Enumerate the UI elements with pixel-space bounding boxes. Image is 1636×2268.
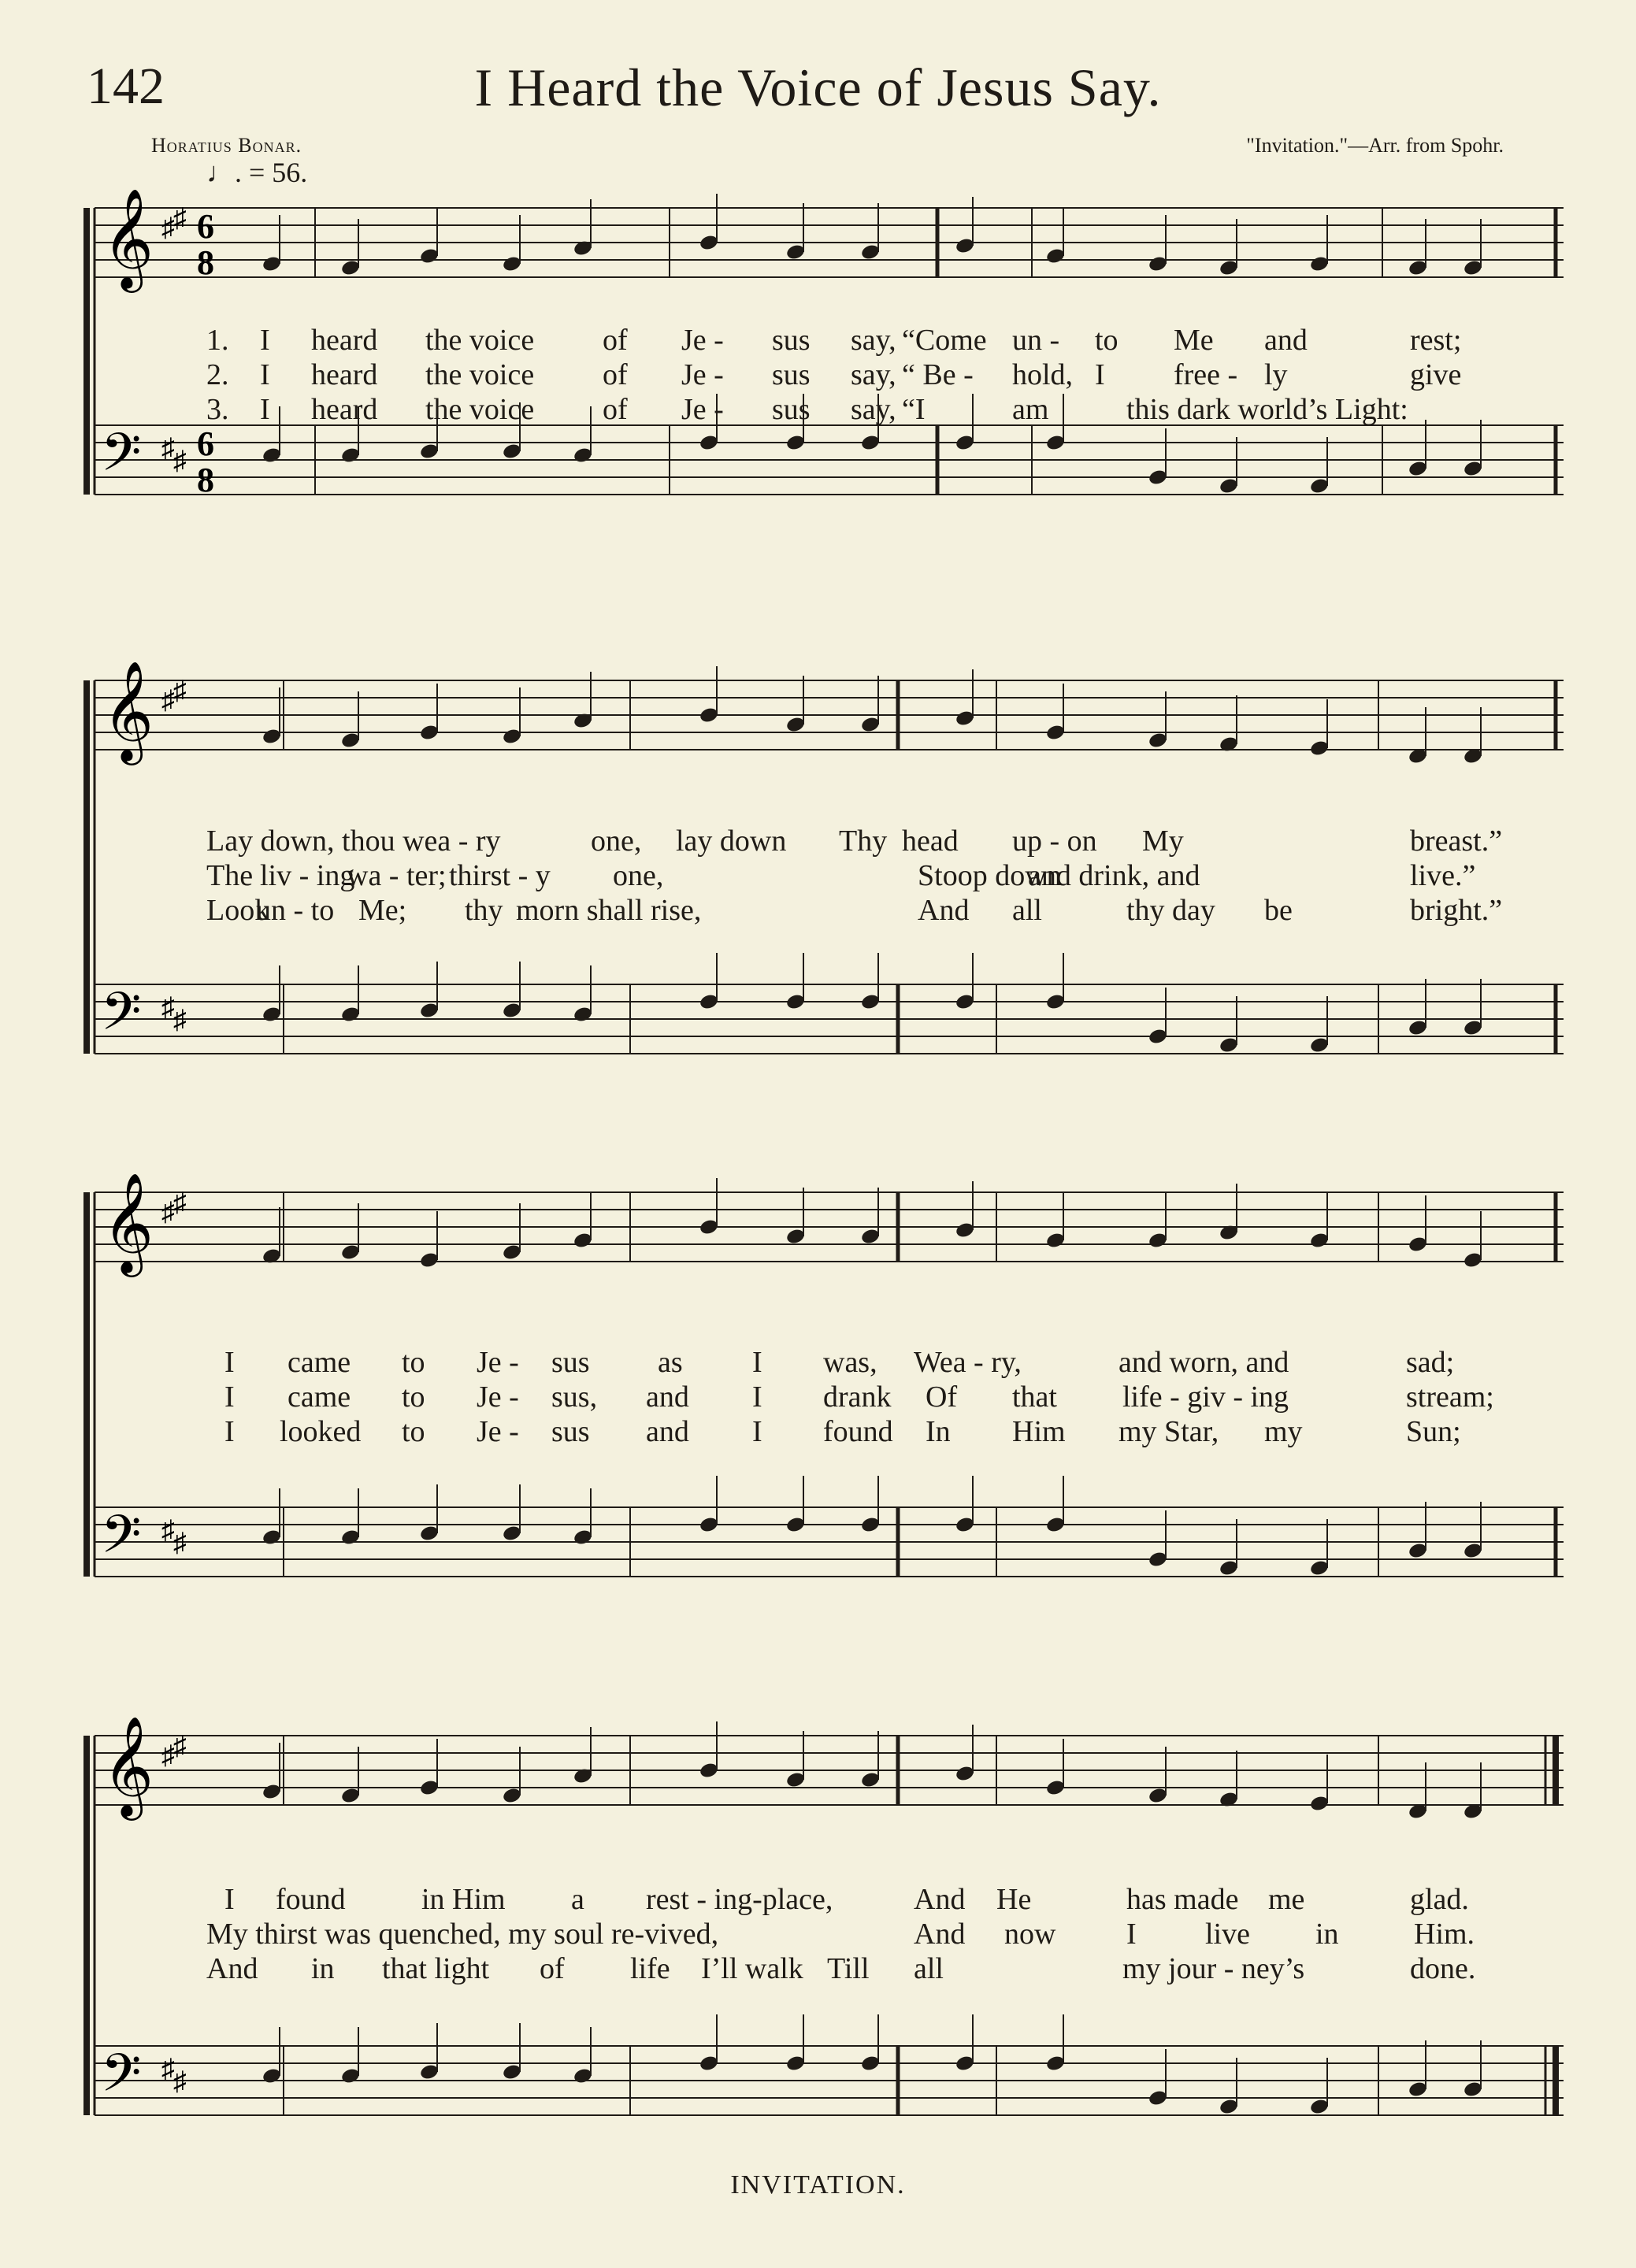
svg-text:♯: ♯ <box>173 1529 187 1558</box>
lyric-syllable: My <box>1142 825 1184 858</box>
svg-text:♯: ♯ <box>173 1006 187 1035</box>
verse-line-3 <box>0 1951 1636 1986</box>
lyric-syllable: morn shall rise, <box>516 894 702 927</box>
lyric-syllable: one, <box>613 859 664 892</box>
lyric-syllable: give <box>1410 358 1462 391</box>
svg-text:𝄞: 𝄞 <box>102 662 154 761</box>
lyric-syllable: I <box>260 358 270 391</box>
lyric-syllable: Je - <box>477 1380 519 1414</box>
lyric-syllable: in Him <box>421 1883 506 1916</box>
lyric-syllable: found <box>276 1883 346 1916</box>
lyric-syllable: has made <box>1126 1883 1239 1916</box>
lyric-syllable: to <box>402 1346 425 1379</box>
svg-text:6: 6 <box>197 207 214 246</box>
svg-text:𝄞: 𝄞 <box>102 189 154 288</box>
verse-line-2 <box>0 1917 1636 1951</box>
lyric-syllable: live <box>1205 1918 1250 1951</box>
lyric-syllable: In <box>926 1415 951 1448</box>
verse-line-1 <box>0 824 1636 858</box>
lyric-syllable: And <box>914 1918 966 1951</box>
svg-text:8: 8 <box>197 243 214 282</box>
lyric-syllable: “ Be - <box>902 358 974 391</box>
svg-text:𝄢: 𝄢 <box>101 1504 142 1577</box>
svg-text:𝄢: 𝄢 <box>101 422 142 495</box>
lyric-syllable: Thy <box>839 825 888 858</box>
svg-text:♯: ♯ <box>173 1732 187 1761</box>
lyric-syllable: looked <box>280 1415 362 1448</box>
lyric-syllable: I <box>224 1883 235 1916</box>
hymn-title: I Heard the Voice of Jesus Say. <box>474 57 1162 117</box>
lyric-syllable: rest - ing-place, <box>646 1883 833 1916</box>
lyric-syllable: my jour - ney’s <box>1122 1952 1305 1985</box>
lyric-syllable: thy <box>465 894 503 927</box>
lyric-syllable: “Come <box>902 324 987 357</box>
lyric-syllable: The <box>206 859 254 892</box>
svg-text:♯: ♯ <box>173 2067 187 2096</box>
lyric-syllable: of <box>540 1952 565 1985</box>
lyric-syllable: found <box>823 1415 893 1448</box>
lyric-syllable: I <box>752 1346 762 1379</box>
verse-line-2 <box>0 1380 1636 1414</box>
lyric-syllable: Je - <box>681 324 724 357</box>
lyric-syllable: this dark world’s Light: <box>1126 393 1408 426</box>
lyric-syllable: a <box>571 1883 584 1916</box>
lyric-syllable: say, <box>851 358 896 391</box>
lyric-syllable: Wea - ry, <box>914 1346 1022 1379</box>
lyric-syllable: Look <box>206 894 270 927</box>
lyric-syllable: life - giv - ing <box>1122 1380 1289 1414</box>
lyric-syllable: Je - <box>681 393 724 426</box>
lyric-syllable: sus <box>772 358 811 391</box>
lyric-syllable: be <box>1264 894 1293 927</box>
svg-text:6: 6 <box>197 424 214 463</box>
lyric-syllable: I <box>260 393 270 426</box>
lyric-syllable: I <box>224 1346 235 1379</box>
svg-text:♯: ♯ <box>173 447 187 476</box>
lyric-syllable: my Star, <box>1118 1415 1219 1448</box>
lyric-syllable: Je - <box>477 1346 519 1379</box>
svg-text:♯: ♯ <box>173 204 187 233</box>
lyric-syllable: He <box>996 1883 1032 1916</box>
svg-text:♯: ♯ <box>161 993 175 1022</box>
lyric-syllable: liv - ing <box>260 859 355 892</box>
lyric-syllable: came <box>288 1346 351 1379</box>
svg-text:♯: ♯ <box>173 1188 187 1217</box>
lyric-syllable: of <box>603 324 628 357</box>
svg-text:♯: ♯ <box>161 686 175 715</box>
lyric-syllable: And <box>918 894 970 927</box>
lyric-syllable: thy day <box>1126 894 1215 927</box>
lyric-syllable: thirst - y <box>449 859 551 892</box>
lyric-syllable: came <box>288 1380 351 1414</box>
lyric-syllable: sad; <box>1406 1346 1455 1379</box>
lyric-syllable: all <box>1012 894 1042 927</box>
svg-text:♯: ♯ <box>161 1741 175 1770</box>
lyric-syllable: wa - ter; <box>347 859 447 892</box>
verse-line-1 <box>0 1345 1636 1380</box>
lyric-syllable: and <box>1264 324 1308 357</box>
lyric-syllable: And <box>914 1883 966 1916</box>
lyric-syllable: Je - <box>681 358 724 391</box>
lyric-syllable: sus <box>551 1415 590 1448</box>
lyric-syllable: as <box>658 1346 683 1379</box>
verse-number: 1. <box>206 324 229 357</box>
lyric-syllable: now <box>1004 1918 1056 1951</box>
lyric-syllable: breast.” <box>1410 825 1503 858</box>
lyric-syllable: Me <box>1174 324 1214 357</box>
lyric-syllable: that <box>1012 1380 1057 1414</box>
lyric-syllable: un - <box>1012 324 1060 357</box>
verse-line-3 <box>0 893 1636 928</box>
lyric-syllable: Lay down, thou wea - ry <box>206 825 501 858</box>
lyric-syllable: Je - <box>477 1415 519 1448</box>
svg-text:♯: ♯ <box>173 676 187 706</box>
lyric-syllable: I <box>752 1380 762 1414</box>
lyric-syllable: sus <box>772 324 811 357</box>
lyric-syllable: my <box>1264 1415 1303 1448</box>
music-system-4 <box>0 1717 1636 2158</box>
lyric-syllable: I <box>1095 358 1105 391</box>
music-system-3 <box>0 1173 1636 1614</box>
lyric-syllable: and <box>646 1380 689 1414</box>
lyric-syllable: hold, <box>1012 358 1074 391</box>
verse-line-1 <box>0 323 1636 358</box>
verse-line-3 <box>0 1414 1636 1449</box>
lyric-syllable: the voice <box>425 324 535 357</box>
lyric-syllable: was, <box>823 1346 877 1379</box>
tempo-marking: ♩. = 56. <box>206 157 308 188</box>
verse-line-2 <box>0 858 1636 893</box>
lyric-syllable: and drink, and <box>1028 859 1200 892</box>
page-number: 142 <box>87 57 165 115</box>
lyric-syllable: life <box>630 1952 670 1985</box>
verse-line-3 <box>0 392 1636 427</box>
lyric-syllable: the voice <box>425 393 535 426</box>
svg-text:𝄢: 𝄢 <box>101 981 142 1054</box>
lyric-syllable: I <box>752 1415 762 1448</box>
lyric-syllable: of <box>603 358 628 391</box>
lyric-syllable: say, <box>851 324 896 357</box>
music-system-2 <box>0 662 1636 1102</box>
lyric-syllable: all <box>914 1952 944 1985</box>
lyric-syllable: sus <box>551 1346 590 1379</box>
verse-line-2 <box>0 358 1636 392</box>
tune-credit: "Invitation."—Arr. from Spohr. <box>1246 134 1504 157</box>
svg-text:8: 8 <box>197 461 214 499</box>
lyric-syllable: I <box>224 1415 235 1448</box>
lyric-syllable: up - on <box>1012 825 1097 858</box>
lyric-syllable: one, <box>591 825 642 858</box>
lyric-syllable: live.” <box>1410 859 1476 892</box>
lyric-syllable: lay down <box>676 825 787 858</box>
footer-tune-name: INVITATION. <box>730 2170 906 2199</box>
lyric-syllable: sus, <box>551 1380 598 1414</box>
lyric-syllable: the voice <box>425 358 535 391</box>
svg-text:𝄞: 𝄞 <box>102 1717 154 1816</box>
verse-number: 3. <box>206 393 229 426</box>
svg-text:♯: ♯ <box>161 1516 175 1545</box>
verse-line-1 <box>0 1882 1636 1917</box>
lyric-syllable: Stoop down <box>918 859 1062 892</box>
lyric-syllable: to <box>402 1415 425 1448</box>
lyric-syllable: My thirst was quenched, my soul re-vived, <box>206 1918 719 1951</box>
lyric-syllable: Me; <box>358 894 407 927</box>
lyric-syllable: glad. <box>1410 1883 1469 1916</box>
lyric-syllable: done. <box>1410 1952 1476 1985</box>
lyric-syllable: drank <box>823 1380 892 1414</box>
lyric-syllable: to <box>1095 324 1118 357</box>
lyric-syllable: I’ll walk <box>701 1952 803 1985</box>
lyric-syllable: to <box>402 1380 425 1414</box>
svg-text:𝄞: 𝄞 <box>102 1173 154 1273</box>
lyric-syllable: head <box>902 825 959 858</box>
svg-text:𝄢: 𝄢 <box>101 2043 142 2116</box>
lyric-syllable: bright.” <box>1410 894 1503 927</box>
lyric-syllable: I <box>260 324 270 357</box>
lyric-syllable: sus <box>772 393 811 426</box>
lyric-syllable: heard <box>311 393 378 426</box>
lyric-syllable: am <box>1012 393 1049 426</box>
lyric-syllable: Till <box>827 1952 870 1985</box>
lyric-syllable: And <box>206 1952 258 1985</box>
svg-text:♯: ♯ <box>161 2055 175 2084</box>
music-system-1 <box>0 189 1636 567</box>
lyric-syllable: Of <box>926 1380 958 1414</box>
lyric-syllable: and <box>646 1415 689 1448</box>
svg-text:♯: ♯ <box>161 213 175 243</box>
lyric-syllable: me <box>1268 1883 1305 1916</box>
lyric-syllable: un - to <box>256 894 335 927</box>
author-credit: Horatius Bonar. <box>151 134 302 157</box>
lyric-syllable: I <box>224 1380 235 1414</box>
lyric-syllable: in <box>1315 1918 1339 1951</box>
lyric-syllable: rest; <box>1410 324 1462 357</box>
svg-text:♯: ♯ <box>161 1198 175 1227</box>
lyric-syllable: Him. <box>1414 1918 1475 1951</box>
lyric-syllable: in <box>311 1952 335 1985</box>
svg-text:♯: ♯ <box>161 434 175 463</box>
lyric-syllable: I <box>1126 1918 1137 1951</box>
lyric-syllable: of <box>603 393 628 426</box>
lyric-syllable: Sun; <box>1406 1415 1461 1448</box>
lyric-syllable: say, <box>851 393 896 426</box>
lyric-syllable: heard <box>311 358 378 391</box>
lyric-syllable: ly <box>1264 358 1288 391</box>
lyric-syllable: stream; <box>1406 1380 1494 1414</box>
verse-number: 2. <box>206 358 229 391</box>
lyric-syllable: Him <box>1012 1415 1066 1448</box>
lyric-syllable: heard <box>311 324 378 357</box>
lyric-syllable: that light <box>382 1952 490 1985</box>
lyric-syllable: “I <box>902 393 926 426</box>
lyric-syllable: and worn, and <box>1118 1346 1289 1379</box>
lyric-syllable: free - <box>1174 358 1238 391</box>
